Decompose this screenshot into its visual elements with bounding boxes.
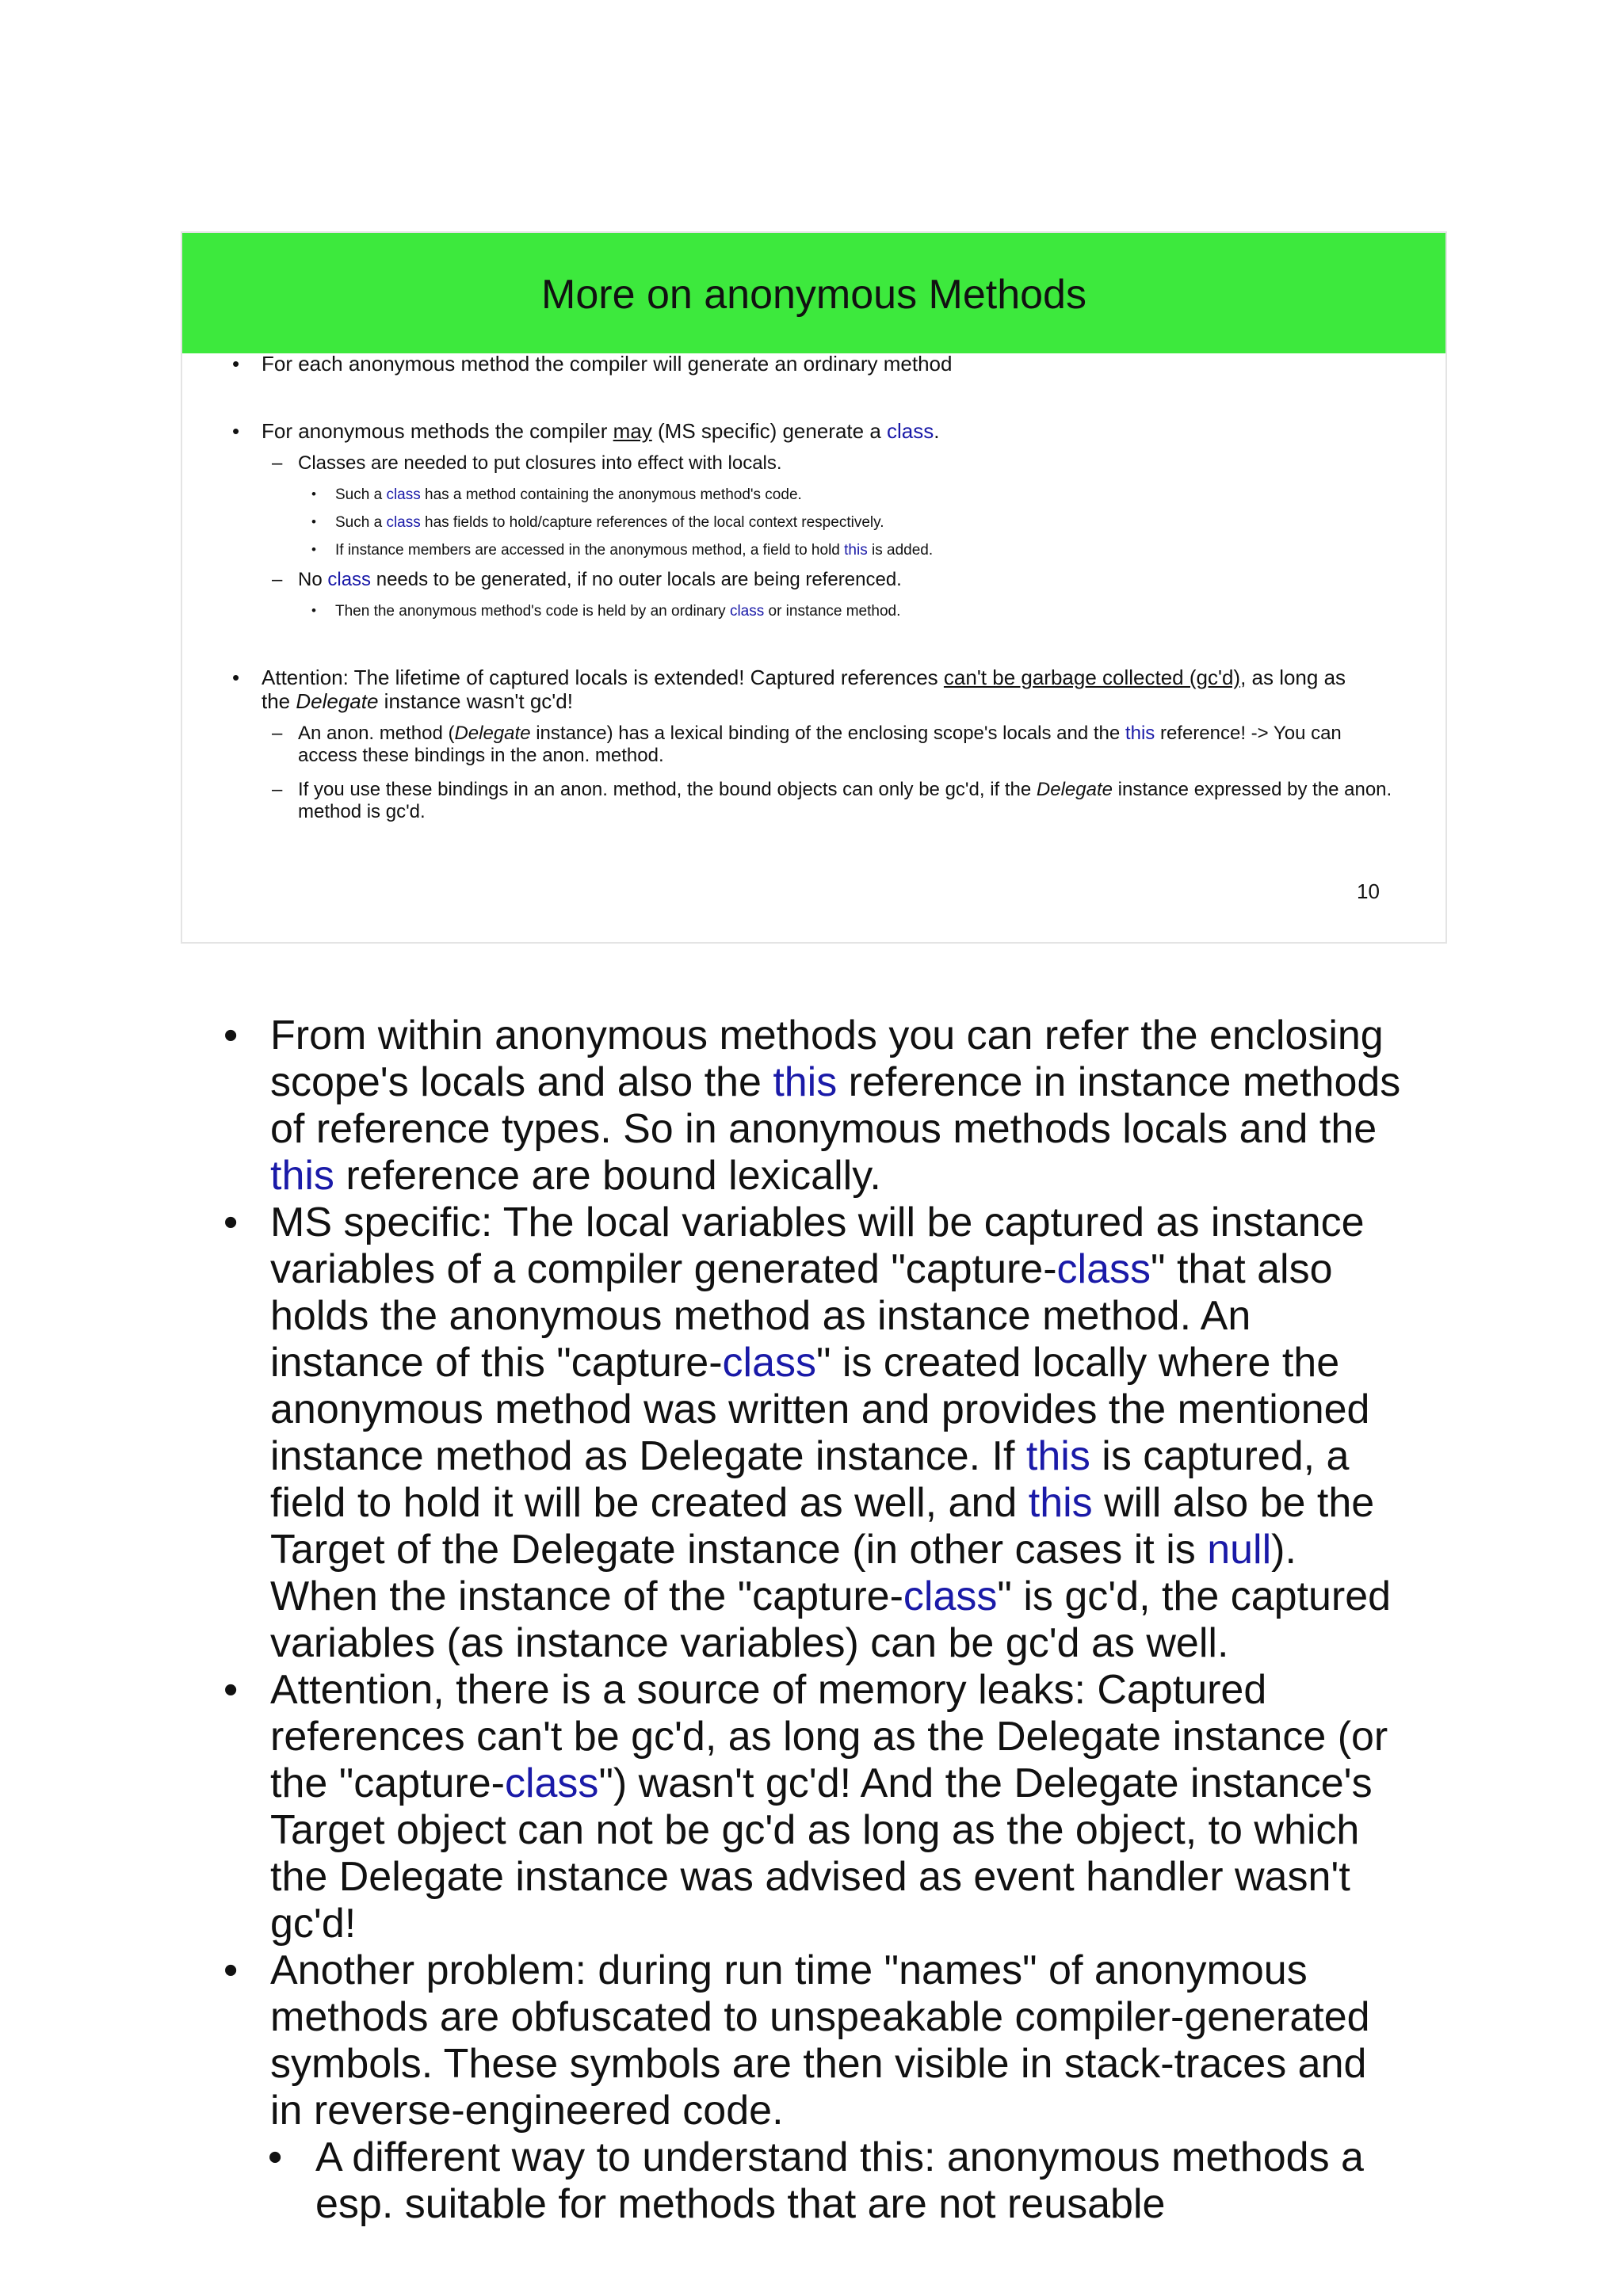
note-line: the "capture-class") wasn't gc'd! And the Delegate instance's [270, 1760, 1373, 1806]
note-line: methods are obfuscated to unspeakable compiler-generated [270, 1994, 1370, 2040]
slide-bullet-3-line-2: the Delegate instance wasn't gc'd! [262, 689, 573, 713]
note-line: Target of the Delegate instance (in other cases it is null). [270, 1527, 1296, 1573]
note-line: esp. suitable for methods that are not reusable [315, 2181, 1166, 2227]
slide-sub-sub-bullet: Then the anonymous method's code is held by an ordinary class or instance method. [335, 603, 901, 620]
bullet-dot: • [223, 1013, 239, 1058]
bullet-dot: • [223, 1667, 239, 1713]
note-line: the Delegate instance was advised as event handler wasn't [270, 1854, 1350, 1900]
note-line: instance of this "capture-class" is created locally where the [270, 1340, 1340, 1386]
bullet-dash: – [272, 569, 283, 590]
bullet-dot: • [223, 1947, 239, 1993]
slide-sub-bullet: Classes are needed to put closures into effect with locals. [298, 452, 782, 474]
note-line: A different way to understand this: anonymous methods a [315, 2134, 1364, 2180]
bullet-dash: – [272, 452, 283, 474]
note-line: this reference are bound lexically. [270, 1153, 881, 1199]
note-line: holds the anonymous method as instance method. An [270, 1293, 1251, 1339]
slide-bullet-1: For each anonymous method the compiler will generate an ordinary method [262, 352, 953, 376]
slide-bullet-3: Attention: The lifetime of captured locals is extended! Captured references can't be garbage collected (gc'd), as long as [262, 666, 1346, 689]
slide-sub-sub-bullet: If instance members are accessed in the anonymous method, a field to hold this is added. [335, 542, 934, 559]
slide-sub-sub-bullet: Such a class has a method containing the anonymous method's code. [335, 486, 802, 503]
bullet-dot: • [311, 514, 316, 529]
note-line: instance method as Delegate instance. If this is captured, a [270, 1433, 1350, 1479]
note-line: in reverse-engineered code. [270, 2088, 784, 2134]
slide-sub-bullet-line-2: access these bindings in the anon. method. [298, 745, 664, 766]
bullet-dash: – [272, 723, 283, 744]
bullet-dot: • [223, 1199, 239, 1245]
note-line: gc'd! [270, 1901, 357, 1947]
note-line: symbols. These symbols are then visible in stack-traces and [270, 2041, 1367, 2087]
note-line: field to hold it will be created as well, and this will also be the [270, 1480, 1375, 1526]
slide-sub-bullet-line-2: method is gc'd. [298, 801, 426, 822]
slide-bullet-2: For anonymous methods the compiler may (MS specific) generate a class. [262, 419, 940, 443]
page-number: 10 [1357, 879, 1380, 903]
note-line: of reference types. So in anonymous methods locals and the [270, 1106, 1377, 1152]
slide-title: More on anonymous Methods [541, 272, 1086, 318]
bullet-dot: • [311, 603, 316, 618]
note-line: Another problem: during run time "names" of anonymous [270, 1947, 1308, 1993]
note-line: From within anonymous methods you can refer the enclosing [270, 1013, 1384, 1058]
note-line: references can't be gc'd, as long as the Delegate instance (or [270, 1714, 1388, 1760]
note-line: Target object can not be gc'd as long as the object, to which [270, 1807, 1360, 1853]
slide-sub-bullet: If you use these bindings in an anon. method, the bound objects can only be gc'd, if the Delegate instance expressed by the anon. [298, 779, 1392, 800]
bullet-dot: • [232, 352, 240, 376]
note-line: scope's locals and also the this reference in instance methods [270, 1059, 1401, 1105]
note-line: Attention, there is a source of memory leaks: Captured [270, 1667, 1267, 1713]
bullet-dot: • [232, 419, 240, 443]
note-line: variables of a compiler generated "capture-class" that also [270, 1246, 1333, 1292]
slide [181, 231, 1447, 944]
bullet-dot: • [311, 542, 316, 557]
slide-sub-bullet: An anon. method (Delegate instance) has a lexical binding of the enclosing scope's locals and the this reference! -> You can [298, 723, 1342, 744]
bullet-dot: • [268, 2134, 283, 2180]
bullet-dot: • [232, 666, 240, 689]
note-line: MS specific: The local variables will be captured as instance [270, 1199, 1365, 1245]
note-line: variables (as instance variables) can be gc'd as well. [270, 1620, 1229, 1666]
slide-sub-sub-bullet: Such a class has fields to hold/capture references of the local context respectively. [335, 514, 884, 531]
bullet-dash: – [272, 779, 283, 800]
slide-sub-bullet: No class needs to be generated, if no outer locals are being referenced. [298, 569, 902, 590]
bullet-dot: • [311, 486, 316, 502]
slide-header [182, 233, 1445, 353]
note-line: When the instance of the "capture-class" is gc'd, the captured [270, 1573, 1392, 1619]
note-line: anonymous method was written and provides the mentioned [270, 1386, 1370, 1432]
